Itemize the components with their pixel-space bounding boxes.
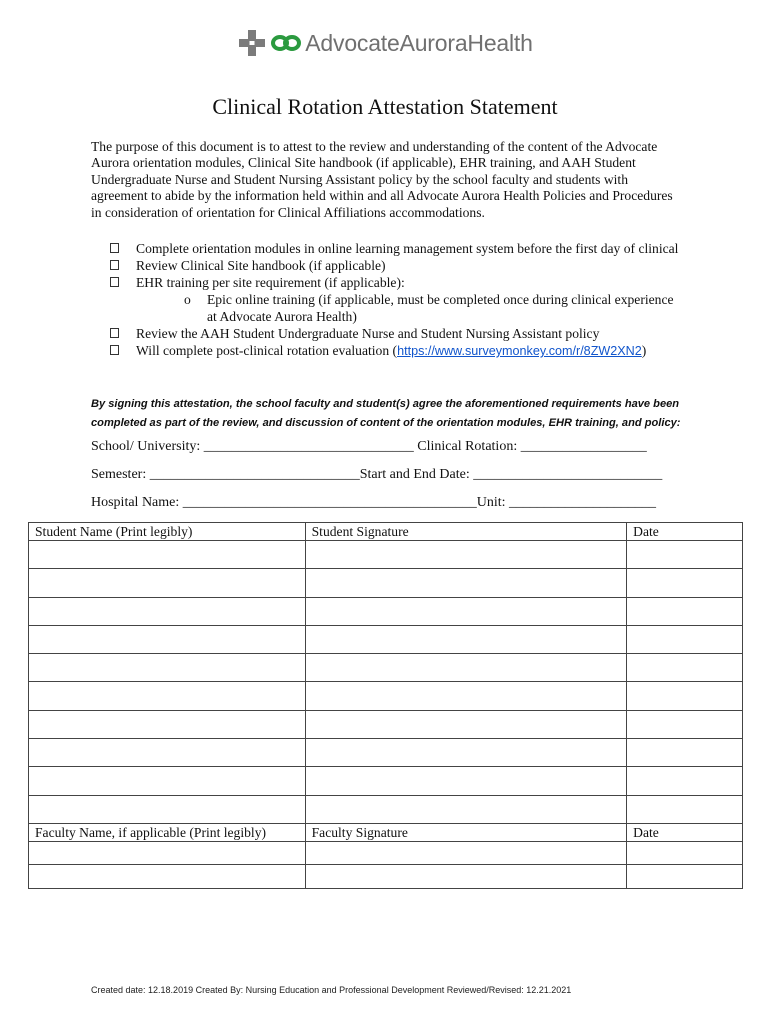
checklist-item	[110, 257, 680, 274]
student-signature-cell[interactable]	[305, 795, 627, 823]
student-row	[29, 710, 743, 738]
sub-bullet: o	[184, 292, 191, 307]
faculty-date-cell[interactable]	[627, 841, 743, 865]
faculty-signature-cell[interactable]	[305, 841, 627, 865]
student-row	[29, 767, 743, 795]
signature-table	[28, 522, 743, 889]
student-signature-cell[interactable]	[305, 767, 627, 795]
student-signature-cell[interactable]	[305, 597, 627, 625]
semester-dates-field[interactable]: Semester: ______________________________Start and End Date: ___________________________	[91, 467, 663, 482]
student-signature-cell[interactable]	[305, 654, 627, 682]
checklist-item	[110, 342, 680, 360]
infinity-link-icon	[271, 34, 301, 52]
school-clinical-rotation-field[interactable]: School/ University: ______________________________ Clinical Rotation: __________________	[91, 439, 647, 454]
sub-item	[136, 291, 680, 325]
faculty-date-header: Date	[627, 823, 743, 841]
faculty-row	[29, 865, 743, 889]
student-date-cell[interactable]	[627, 654, 743, 682]
student-name-cell[interactable]	[29, 710, 306, 738]
checklist-item	[110, 325, 680, 342]
checklist-item-label: EHR training per site requirement (if applicable):	[136, 275, 405, 290]
plus-cross-icon	[237, 28, 267, 58]
student-date-cell[interactable]	[627, 682, 743, 710]
student-row	[29, 541, 743, 569]
faculty-signature-header: Faculty Signature	[305, 823, 627, 841]
header-logo	[0, 28, 770, 58]
checkbox[interactable]	[110, 328, 119, 338]
document-title: Clinical Rotation Attestation Statement	[212, 94, 558, 119]
checklist-item-label: Review the AAH Student Undergraduate Nurse and Student Nursing Assistant policy	[136, 326, 600, 341]
brand-name: AdvocateAuroraHealth	[305, 29, 533, 56]
student-row	[29, 739, 743, 767]
student-row	[29, 625, 743, 653]
attestation-statement: By signing this attestation, the school faculty and student(s) agree the aforementioned requirements have been completed as part of the review, and discussion of content of the orientation modules, EHR training, and policy:	[91, 398, 681, 429]
student-name-cell[interactable]	[29, 795, 306, 823]
checkbox[interactable]	[110, 277, 119, 287]
checklist-item-label: Review Clinical Site handbook (if applicable)	[136, 258, 386, 273]
checkbox[interactable]	[110, 260, 119, 270]
student-name-cell[interactable]	[29, 739, 306, 767]
student-row	[29, 795, 743, 823]
faculty-header-row	[29, 823, 743, 841]
student-row	[29, 682, 743, 710]
checklist-item-label: Complete orientation modules in online learning management system before the first day of clinical	[136, 241, 679, 256]
student-signature-cell[interactable]	[305, 739, 627, 767]
student-date-cell[interactable]	[627, 710, 743, 738]
survey-link[interactable]: https://www.surveymonkey.com/r/8ZW2XN2	[397, 344, 642, 358]
faculty-date-cell[interactable]	[627, 865, 743, 889]
requirements-checklist	[110, 240, 680, 360]
student-date-cell[interactable]	[627, 795, 743, 823]
student-date-cell[interactable]	[627, 597, 743, 625]
student-name-cell[interactable]	[29, 625, 306, 653]
student-signature-cell[interactable]	[305, 541, 627, 569]
student-name-cell[interactable]	[29, 541, 306, 569]
intro-paragraph: The purpose of this document is to attest to the review and understanding of the content of the Advocate Aurora orientation modules, Clinical Site handbook (if applicable), EHR training, and AAH Student Undergraduate Nurse and Student Nursing Assistant policy by the school faculty and students with agreement to abide by the information held within and all Advocate Aurora Health Policies and Procedures in consideration of orientation for Clinical Affiliations accommodations.	[91, 139, 673, 220]
student-name-cell[interactable]	[29, 597, 306, 625]
faculty-name-cell[interactable]	[29, 841, 306, 865]
student-date-cell[interactable]	[627, 625, 743, 653]
student-signature-cell[interactable]	[305, 569, 627, 597]
student-date-cell[interactable]	[627, 541, 743, 569]
student-row	[29, 597, 743, 625]
checklist-item-label: Will complete post-clinical rotation evaluation (	[136, 343, 398, 358]
student-header-row	[29, 523, 743, 541]
checklist-item	[110, 240, 680, 257]
checkbox[interactable]	[110, 345, 119, 355]
student-name-cell[interactable]	[29, 569, 306, 597]
faculty-signature-cell[interactable]	[305, 865, 627, 889]
checkbox[interactable]	[110, 243, 119, 253]
sub-item-label: Epic online training (if applicable, must be completed once during clinical experience at Advocate Aurora Health)	[207, 292, 674, 324]
faculty-name-cell[interactable]	[29, 865, 306, 889]
student-row	[29, 569, 743, 597]
faculty-name-header: Faculty Name, if applicable (Print legibly)	[29, 823, 306, 841]
student-name-cell[interactable]	[29, 654, 306, 682]
student-date-cell[interactable]	[627, 739, 743, 767]
hospital-unit-field[interactable]: Hospital Name: __________________________________________Unit: _____________________	[91, 495, 657, 510]
student-signature-cell[interactable]	[305, 625, 627, 653]
student-signature-cell[interactable]	[305, 710, 627, 738]
student-date-cell[interactable]	[627, 767, 743, 795]
student-signature-header: Student Signature	[305, 523, 627, 541]
student-name-cell[interactable]	[29, 682, 306, 710]
footer-text: Created date: 12.18.2019 Created By: Nursing Education and Professional Development Reviewed/Revised: 12.21.2021	[91, 985, 572, 995]
student-signature-cell[interactable]	[305, 682, 627, 710]
link-close-paren: )	[641, 343, 647, 358]
student-name-cell[interactable]	[29, 767, 306, 795]
student-name-header: Student Name (Print legibly)	[29, 523, 306, 541]
faculty-row	[29, 841, 743, 865]
student-date-header: Date	[627, 523, 743, 541]
student-date-cell[interactable]	[627, 569, 743, 597]
checklist-item	[110, 274, 680, 325]
student-row	[29, 654, 743, 682]
